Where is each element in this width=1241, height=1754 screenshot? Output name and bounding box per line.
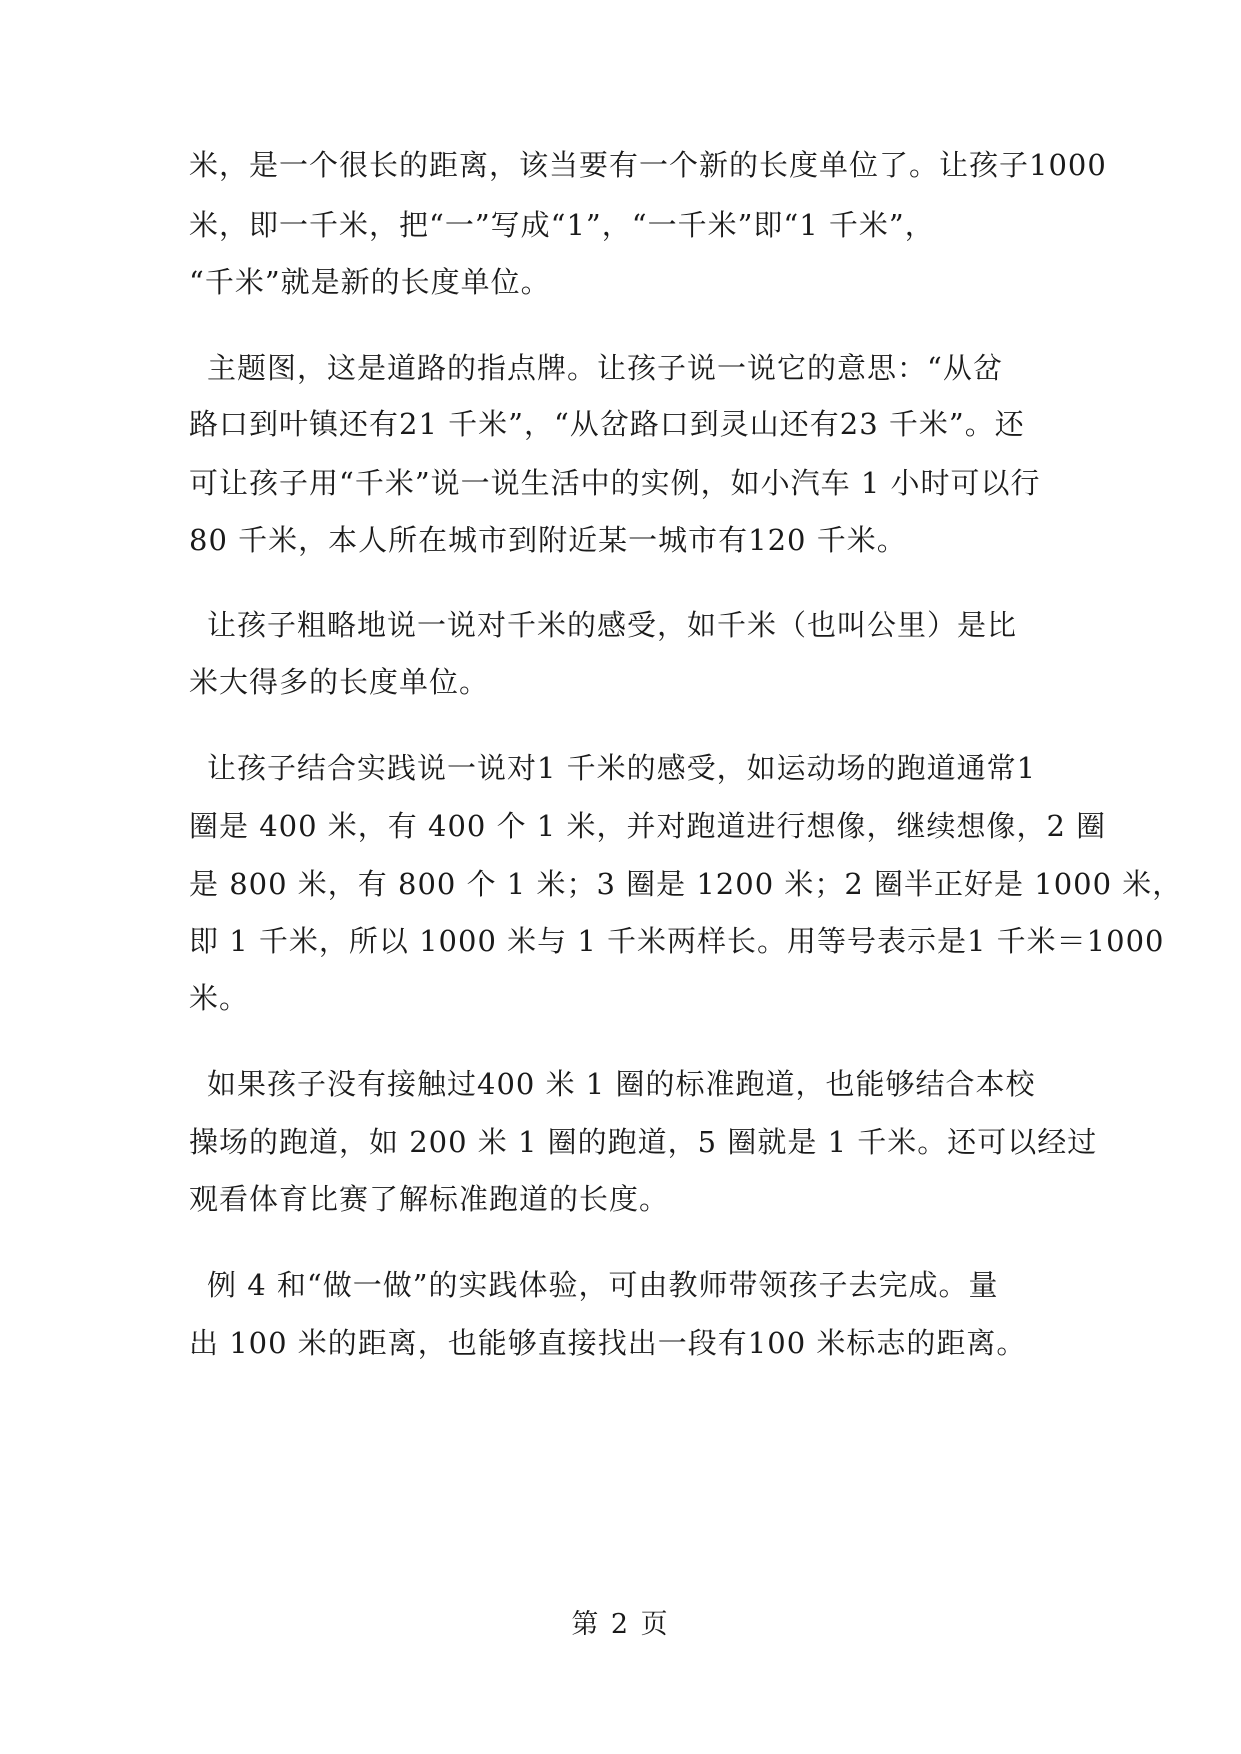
paragraph-2-line-3: 可让孩子用“千米”说一说生活中的实例，如小汽车 1 小时可以行 [189,466,1041,500]
paragraph-4-line-3: 是 800 米，有 800 个 1 米；3 圈是 1200 米；2 圈半正好是 1000 米， [189,867,1183,901]
paragraph-5-line-2: 操场的跑道，如 200 米 1 圈的跑道，5 圈就是 1 千米。还可以经过 [189,1125,1098,1159]
paragraph-3-line-2: 米大得多的长度单位。 [189,665,490,699]
paragraph-1-line-2: 米，即一千米，把“一”写成“1”，“一千米”即“1 千米”， [189,208,935,242]
paragraph-4-line-2: 圈是 400 米，有 400 个 1 米，并对跑道进行想像，继续想像，2 圈 [189,809,1107,843]
paragraph-4-line-5: 米。 [189,981,250,1015]
paragraph-5-line-3: 观看体育比赛了解标准跑道的长度。 [189,1182,670,1216]
paragraph-4-line-4: 即 1 千米，所以 1000 米与 1 千米两样长。用等号表示是1 千米＝1000 [189,924,1165,958]
paragraph-1-line-3: “千米”就是新的长度单位。 [189,265,551,299]
paragraph-5-line-1: 如果孩子没有接触过400 米 1 圈的标准跑道，也能够结合本校 [207,1067,1036,1101]
paragraph-6-line-1: 例 4 和“做一做”的实践体验，可由教师带领孩子去完成。量 [207,1268,999,1302]
paragraph-4-line-1: 让孩子结合实践说一说对1 千米的感受，如运动场的跑道通常1 [207,751,1037,785]
paragraph-1-line-1: 米，是一个很长的距离，该当要有一个新的长度单位了。让孩子1000 [189,148,1107,182]
page-number-footer: 第 2 页 [571,1609,670,1640]
paragraph-6-line-2: 出 100 米的距离，也能够直接找出一段有100 米标志的距离。 [189,1326,1027,1360]
paragraph-2-line-4: 80 千米，本人所在城市到附近某一城市有120 千米。 [189,523,907,557]
paragraph-2-line-1: 主题图，这是道路的指点牌。让孩子说一说它的意思：“从岔 [207,351,1003,385]
paragraph-3-line-1: 让孩子粗略地说一说对千米的感受，如千米（也叫公里）是比 [207,608,1018,642]
paragraph-2-line-2: 路口到叶镇还有21 千米”，“从岔路口到灵山还有23 千米”。还 [189,407,1025,441]
